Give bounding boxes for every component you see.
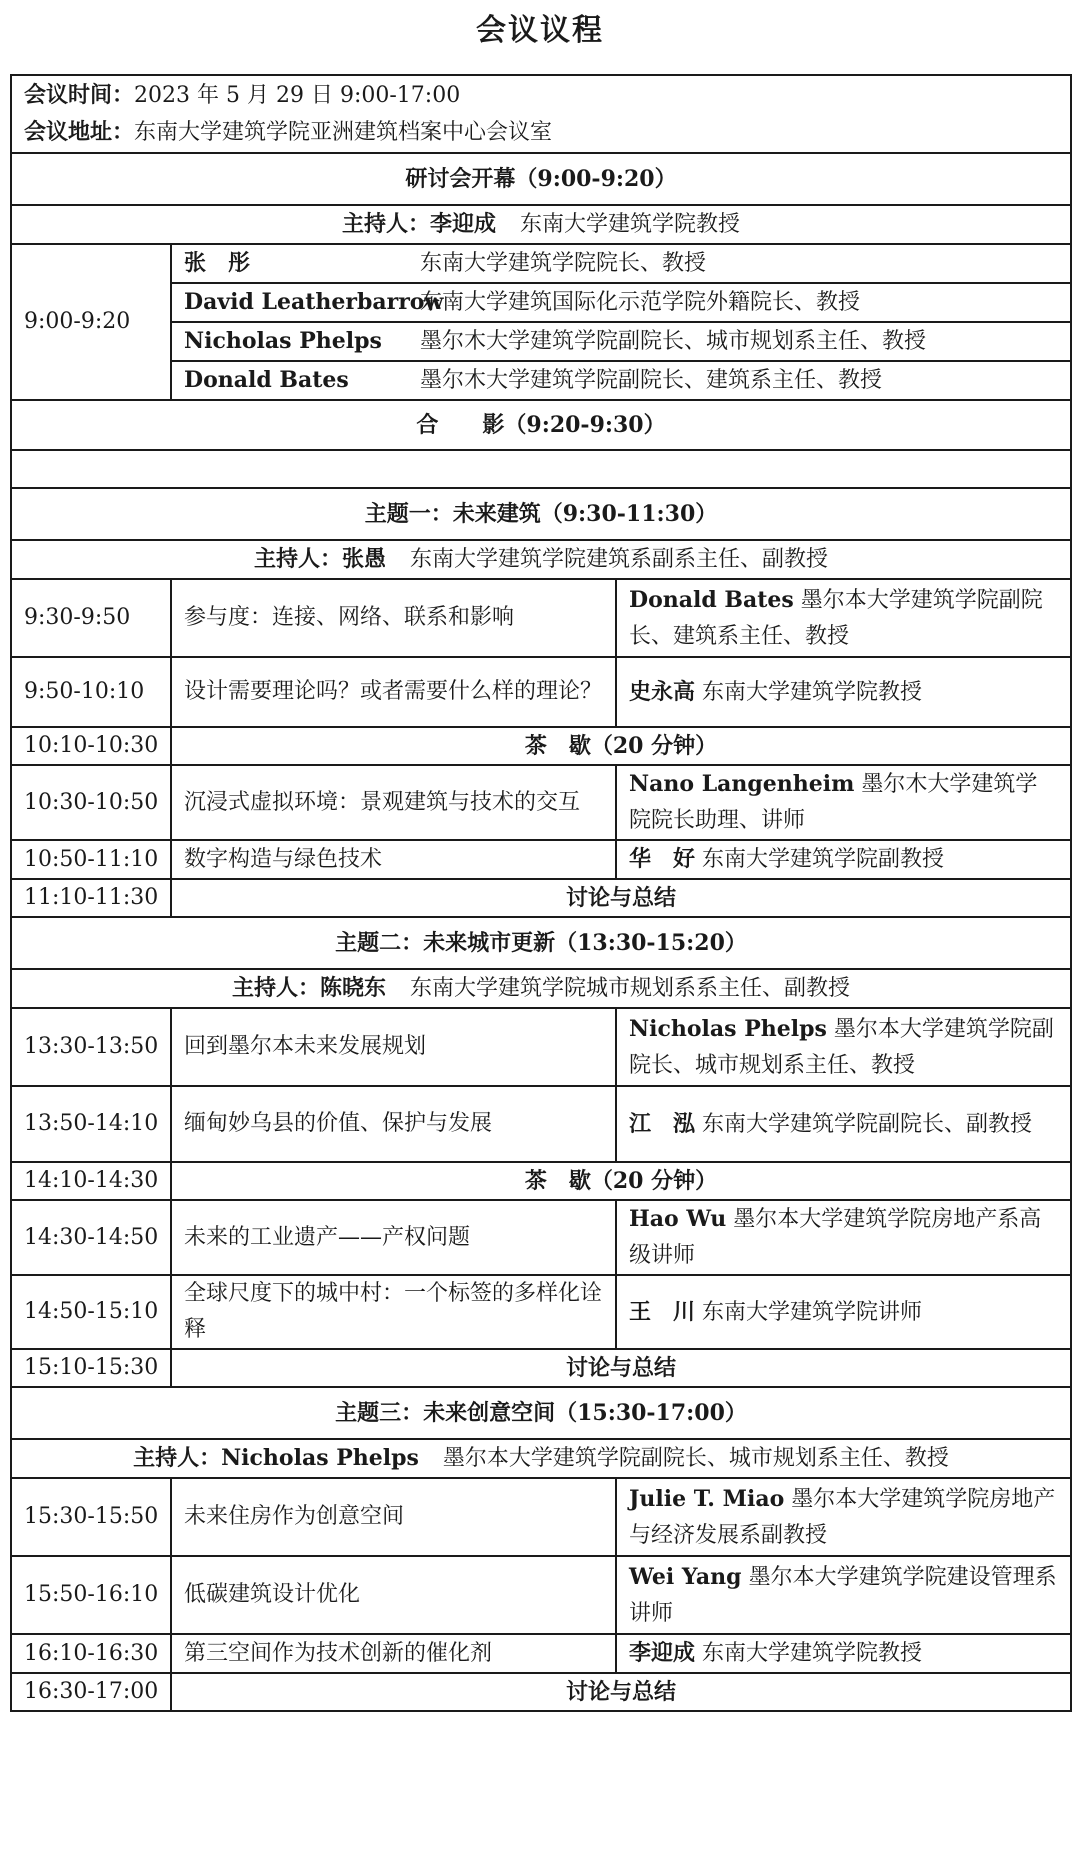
- theme3-host-row: 主持人：Nicholas Phelps 墨尔本大学建筑学院副院长、城市规划系主任、教授: [11, 1439, 1071, 1478]
- break-row: 14:10-14:30 茶 歇（20 分钟）: [11, 1162, 1071, 1200]
- session-row: 15:30-15:50 未来住房作为创意空间 Julie T. Miao 墨尔本大学建筑学院房地产与经济发展系副教授: [11, 1478, 1071, 1556]
- opening-host-row: 主持人：李迎成 东南大学建筑学院教授: [11, 205, 1071, 244]
- theme1-host-row: 主持人：张愚 东南大学建筑学院建筑系副系主任、副教授: [11, 540, 1071, 579]
- meeting-time: 会议时间：2023 年 5 月 29 日 9:00-17:00: [24, 82, 461, 108]
- session-row: 13:30-13:50 回到墨尔本未来发展规划 Nicholas Phelps 墨尔本大学建筑学院副院长、城市规划系主任、教授: [11, 1008, 1071, 1086]
- discussion-row: 15:10-15:30 讨论与总结: [11, 1349, 1071, 1387]
- opening-speaker-row: David Leatherbarrow东南大学建筑国际化示范学院外籍院长、教授: [11, 283, 1071, 322]
- opening-section-header: 研讨会开幕（9:00-9:20）: [11, 153, 1071, 205]
- theme1-section-header: 主题一：未来建筑（9:30-11:30）: [11, 488, 1071, 540]
- theme2-host-row: 主持人：陈晓东 东南大学建筑学院城市规划系系主任、副教授: [11, 969, 1071, 1008]
- agenda-table: [10, 74, 1072, 1712]
- photo-session-row: 合 影（9:20-9:30）: [11, 400, 1071, 450]
- meta-row: [11, 75, 1071, 153]
- theme3-section-header: 主题三：未来创意空间（15:30-17:00）: [11, 1387, 1071, 1439]
- session-row: 10:50-11:10 数字构造与绿色技术 华 好 东南大学建筑学院副教授: [11, 840, 1071, 879]
- opening-time: 9:00-9:20: [11, 244, 171, 400]
- session-row: 13:50-14:10 缅甸妙乌县的价值、保护与发展 江 泓 东南大学建筑学院副院长、副教授: [11, 1086, 1071, 1162]
- opening-speaker-row: Donald Bates 墨尔木大学建筑学院副院长、建筑系主任、教授: [11, 361, 1071, 400]
- opening-speaker-row: Nicholas Phelps 墨尔木大学建筑学院副院长、城市规划系主任、教授: [11, 322, 1071, 361]
- session-row: 10:30-10:50 沉浸式虚拟环境：景观建筑与技术的交互 Nano Langenheim 墨尔木大学建筑学院院长助理、讲师: [11, 765, 1071, 840]
- session-row: 9:50-10:10 设计需要理论吗？或者需要什么样的理论？ 史永高 东南大学建筑学院教授: [11, 657, 1071, 727]
- session-row: 16:10-16:30 第三空间作为技术创新的催化剂 李迎成 东南大学建筑学院教授: [11, 1634, 1071, 1673]
- meeting-venue: 会议地址：东南大学建筑学院亚洲建筑档案中心会议室: [24, 119, 553, 145]
- break-row: 10:10-10:30 茶 歇（20 分钟）: [11, 727, 1071, 765]
- discussion-row: 16:30-17:00 讨论与总结: [11, 1673, 1071, 1711]
- session-row: 15:50-16:10 低碳建筑设计优化 Wei Yang 墨尔本大学建筑学院建设管理系讲师: [11, 1556, 1071, 1634]
- theme2-section-header: 主题二：未来城市更新（13:30-15:20）: [11, 917, 1071, 969]
- session-row: 14:30-14:50 未来的工业遗产——产权问题 Hao Wu 墨尔本大学建筑学院房地产系高级讲师: [11, 1200, 1071, 1275]
- opening-speaker-row: 9:00-9:20 张 彤 东南大学建筑学院院长、教授: [11, 244, 1071, 283]
- discussion-row: 11:10-11:30 讨论与总结: [11, 879, 1071, 917]
- session-row: 14:50-15:10 全球尺度下的城中村：一个标签的多样化诠释 王 川 东南大学建筑学院讲师: [11, 1275, 1071, 1349]
- page-title: 会议议程: [476, 13, 604, 48]
- session-row: 9:30-9:50 参与度：连接、网络、联系和影响 Donald Bates 墨尔本大学建筑学院副院长、建筑系主任、教授: [11, 579, 1071, 657]
- empty-spacer-row: [11, 450, 1071, 488]
